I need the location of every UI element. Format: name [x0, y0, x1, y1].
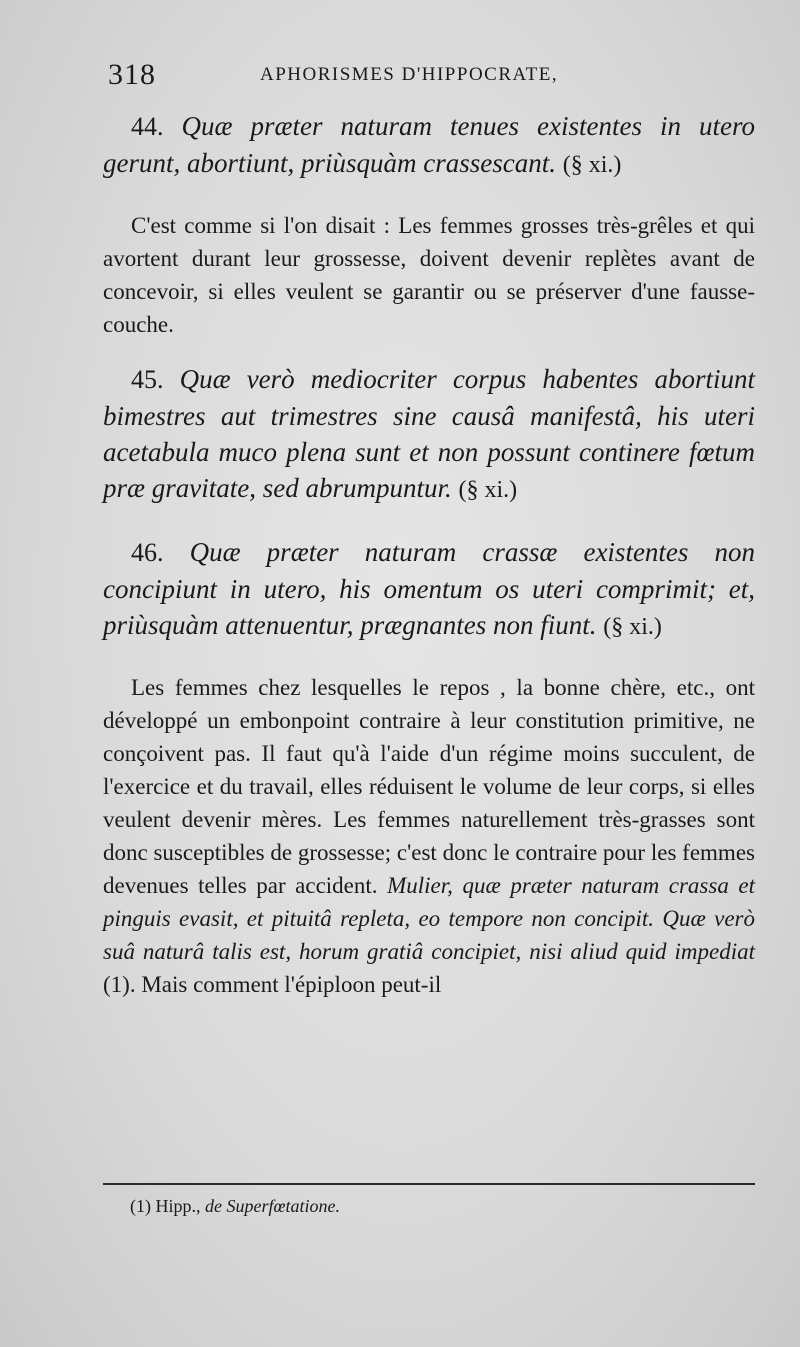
footnote-marker: (1) [130, 1196, 151, 1216]
commentary-46 [103, 671, 755, 1001]
commentary-text-continued: Mais comment l'épiploon peut-il [141, 972, 442, 997]
aphorism-latin-text: Quæ præter naturam crassæ existentes non concipiunt in utero, his omentum os uteri comprimit; et, priùsquàm attenuentur, prægnantes non fiunt. [103, 537, 756, 640]
aphorism-number: 44. [131, 112, 164, 141]
aphorism-number: 46. [131, 538, 164, 567]
section-reference: (§ xi.) [458, 477, 518, 503]
aphorism-44 [103, 108, 755, 183]
aphorism-number: 45. [131, 365, 164, 394]
commentary-text: Les femmes chez lesquelles le repos , la bonne chère, etc., ont développé un embonpoint contraire à leur constitution primitive, ne conçoivent pas. Il faut qu'à l'aide d'un régime moins succulent, de l'exercice et du travail, elles réduisent le volume de leur corps, si elles veulent devenir mères. Les femmes naturellement très-grasses sont donc susceptibles de grossesse; c'est donc le contraire pour les femmes devenues telles par accident. [103, 675, 755, 898]
aphorism-latin-text: Quæ præter naturam tenues existentes in utero gerunt, abortiunt, priùsquàm crassescant. [103, 111, 756, 178]
section-reference: (§ xi.) [562, 152, 622, 178]
footnote [130, 1196, 340, 1217]
page-header [108, 58, 758, 98]
latin-quotation: Mulier, quæ præter naturam crassa et pinguis evasit, et pituitâ repleta, eo tempore non concipit. Quæ verò suâ naturâ talis est, horum gratiâ concipiet, nisi aliud quid impediat [103, 873, 755, 964]
footnote-author: Hipp., [155, 1196, 201, 1216]
footnote-rule [103, 1183, 755, 1185]
commentary-44: C'est comme si l'on disait : Les femmes grosses très-grêles et qui avortent durant leur grossesse, doivent devenir replètes avant de concevoir, si elles veulent se garantir ou se préserver d'une fausse-couche. [103, 213, 755, 337]
aphorism-latin-text: Quæ verò mediocriter corpus habentes abortiunt bimestres aut trimestres sine causâ manifestâ, his uteri acetabula muco plena sunt et non possunt continere fœtum præ gravitate, sed abrumpuntur. [103, 364, 755, 503]
section-reference: (§ xi.) [603, 614, 662, 640]
aphorism-45 [103, 361, 755, 508]
aphorism-46 [103, 534, 755, 645]
running-head: APHORISMES D'HIPPOCRATE, [260, 64, 559, 85]
footnote-work-title: de Superfœtatione. [205, 1196, 340, 1216]
page-body [103, 108, 755, 1021]
page-number: 318 [108, 58, 156, 91]
footnote-reference: (1). [103, 972, 136, 997]
